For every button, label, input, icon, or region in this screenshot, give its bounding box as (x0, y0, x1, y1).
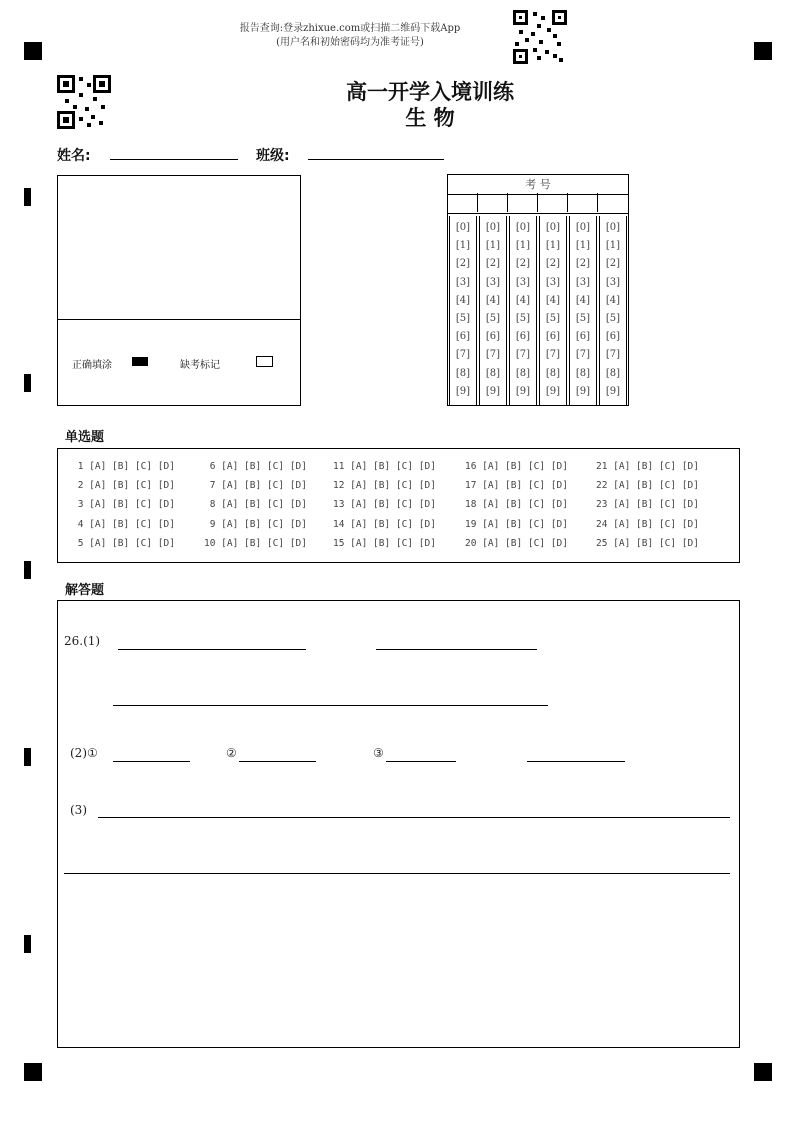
barcode-divider (58, 319, 300, 320)
name-field[interactable] (110, 159, 238, 160)
exam-number-bubble[interactable]: [5] (455, 313, 471, 324)
exam-number-bubble[interactable]: [9] (545, 385, 561, 397)
exam-number-bubble[interactable]: [3] (455, 276, 471, 288)
alignment-mark-bottom-left (24, 1063, 42, 1081)
exam-number-bubble[interactable]: [5] (575, 313, 591, 324)
exam-number-bubble[interactable]: [9] (515, 385, 531, 397)
mc-question-row[interactable]: 19 [A] [B] [C] [D] (465, 518, 568, 530)
notice-line-2: (用户名和初始密码均为准考证号) (276, 37, 424, 48)
exam-number-bubble[interactable]: [7] (515, 349, 531, 361)
mc-question-row[interactable]: 6 [A] [B] [C] [D] (204, 461, 307, 472)
exam-number-bubble[interactable]: [8] (515, 367, 531, 379)
exam-number-bubble[interactable]: [9] (455, 385, 471, 397)
exam-number-bubble[interactable]: [7] (575, 349, 591, 361)
exam-number-bubble[interactable]: [4] (485, 294, 501, 306)
mc-question-row[interactable]: 3 [A] [B] [C] [D] (72, 499, 175, 511)
mc-question-row[interactable]: 1 [A] [B] [C] [D] (72, 461, 175, 472)
correct-fill-sample-icon (132, 357, 148, 366)
name-label: 姓名: (57, 148, 91, 164)
absent-mark-checkbox[interactable] (256, 356, 273, 367)
exam-number-bubble[interactable]: [3] (515, 276, 531, 288)
mc-question-row[interactable]: 23 [A] [B] [C] [D] (596, 499, 699, 511)
mc-section-title: 单选题 (65, 430, 105, 445)
q26-part2-label: (2)① (70, 746, 98, 760)
mc-question-row[interactable]: 13 [A] [B] [C] [D] (333, 499, 436, 511)
side-timing-mark (24, 935, 31, 953)
mc-question-row[interactable]: 5 [A] [B] [C] [D] (72, 537, 175, 549)
exam-number-bubble[interactable]: [8] (545, 367, 561, 379)
exam-number-bubble[interactable]: [3] (485, 276, 501, 288)
exam-number-bubble[interactable]: [8] (605, 367, 621, 379)
mc-question-row[interactable]: 11 [A] [B] [C] [D] (333, 461, 436, 472)
alignment-mark-bottom-right (754, 1063, 772, 1081)
mc-question-row[interactable]: 22 [A] [B] [C] [D] (596, 480, 699, 492)
mc-question-row[interactable]: 24 [A] [B] [C] [D] (596, 518, 699, 530)
mc-question-row[interactable]: 10 [A] [B] [C] [D] (204, 537, 307, 549)
exam-number-bubble[interactable]: [9] (605, 385, 621, 397)
mc-question-row[interactable]: 14 [A] [B] [C] [D] (333, 518, 436, 530)
mc-question-row[interactable]: 21 [A] [B] [C] [D] (596, 461, 699, 472)
exam-number-bubble[interactable]: [0] (515, 222, 531, 233)
answer-sheet-qr-icon (57, 75, 111, 129)
correct-fill-label: 正确填涂 (72, 360, 112, 371)
exam-number-bubble[interactable]: [5] (605, 313, 621, 324)
exam-number-bubble[interactable]: [6] (515, 331, 531, 343)
q26-part1-blank-3[interactable] (113, 705, 548, 706)
q26-part3-blank-2[interactable] (64, 873, 730, 874)
exam-number-bubble[interactable]: [3] (545, 276, 561, 288)
notice-line-1: 报告查询:登录zhixue.com或扫描二维码下载App (239, 23, 461, 34)
exam-number-bubble[interactable]: [5] (515, 313, 531, 324)
mc-question-row[interactable]: 7 [A] [B] [C] [D] (204, 480, 307, 492)
exam-number-bubble[interactable]: [7] (455, 349, 471, 361)
side-timing-mark (24, 748, 31, 766)
answer-box (57, 600, 740, 1048)
exam-number-bubble[interactable]: [2] (515, 258, 531, 270)
side-timing-mark (24, 561, 31, 579)
exam-number-bubble[interactable]: [2] (485, 258, 501, 270)
exam-number-bubble[interactable]: [6] (485, 331, 501, 343)
class-field[interactable] (308, 159, 444, 160)
exam-number-bubble[interactable]: [2] (575, 258, 591, 270)
q26-part1-blank-1[interactable] (118, 649, 306, 650)
exam-number-bubble[interactable]: [0] (605, 222, 621, 233)
exam-number-bubble[interactable]: [1] (455, 240, 471, 252)
mc-question-row[interactable]: 2 [A] [B] [C] [D] (72, 480, 175, 492)
exam-number-bubble[interactable]: [6] (605, 331, 621, 343)
exam-number-bubble[interactable]: [4] (515, 294, 531, 306)
report-query-notice (190, 22, 510, 50)
mc-question-row[interactable]: 25 [A] [B] [C] [D] (596, 537, 699, 549)
exam-number-bubble[interactable]: [6] (455, 331, 471, 343)
q26-part2-mark-3: ③ (373, 746, 384, 760)
exam-number-bubble[interactable]: [5] (485, 313, 501, 324)
q26-part1-blank-2[interactable] (376, 649, 537, 650)
exam-number-bubble[interactable]: [2] (455, 258, 471, 270)
exam-number-bubble[interactable]: [1] (515, 240, 531, 252)
barcode-box (57, 175, 301, 406)
exam-number-bubble[interactable]: [4] (575, 294, 591, 306)
answer-section-title: 解答题 (65, 583, 105, 598)
exam-number-bubble[interactable]: [5] (545, 313, 561, 324)
exam-number-bubble[interactable]: [1] (575, 240, 591, 252)
q26-part2-blank-1[interactable] (113, 761, 190, 762)
exam-number-bubble[interactable]: [0] (455, 222, 471, 233)
exam-number-bubble[interactable]: [1] (485, 240, 501, 252)
exam-number-bubble[interactable]: [8] (455, 367, 471, 379)
exam-number-header: 考 号 (448, 175, 628, 195)
mc-question-row[interactable]: 16 [A] [B] [C] [D] (465, 461, 568, 472)
exam-number-bubble[interactable]: [0] (575, 222, 591, 233)
mc-question-row[interactable]: 20 [A] [B] [C] [D] (465, 537, 568, 549)
exam-number-bubble[interactable]: [6] (545, 331, 561, 343)
exam-number-bubble[interactable]: [0] (545, 222, 561, 233)
exam-number-bubble[interactable]: [6] (575, 331, 591, 343)
exam-number-bubble[interactable]: [7] (545, 349, 561, 361)
exam-number-bubble[interactable]: [8] (485, 367, 501, 379)
exam-number-bubble[interactable]: [4] (455, 294, 471, 306)
exam-number-bubble[interactable]: [7] (485, 349, 501, 361)
exam-number-bubble[interactable]: [9] (485, 385, 501, 397)
q26-part2-blank-2[interactable] (239, 761, 316, 762)
alignment-mark-top-left (24, 42, 42, 60)
exam-number-bubble[interactable]: [3] (605, 276, 621, 288)
exam-number-bubble[interactable]: [9] (575, 385, 591, 397)
exam-subject: 生 物 (405, 105, 455, 130)
mc-question-row[interactable]: 8 [A] [B] [C] [D] (204, 499, 307, 511)
mc-question-row[interactable]: 9 [A] [B] [C] [D] (204, 518, 307, 530)
app-download-qr-icon[interactable] (513, 10, 567, 64)
mc-question-row[interactable]: 17 [A] [B] [C] [D] (465, 480, 568, 492)
mc-question-row[interactable]: 18 [A] [B] [C] [D] (465, 499, 568, 511)
q26-part2-mark-2: ② (226, 746, 237, 760)
exam-number-bubble[interactable]: [7] (605, 349, 621, 361)
exam-number-bubble[interactable]: [4] (605, 294, 621, 306)
q26-part1-label: 26.(1) (64, 634, 101, 648)
q26-part2-blank-4[interactable] (527, 761, 625, 762)
exam-number-bubble[interactable]: [0] (485, 222, 501, 233)
side-timing-mark (24, 188, 31, 206)
exam-number-bubble[interactable]: [8] (575, 367, 591, 379)
exam-number-divider (448, 213, 628, 214)
q26-part3-blank-1[interactable] (98, 817, 730, 818)
mc-question-row[interactable]: 12 [A] [B] [C] [D] (333, 480, 436, 492)
absent-mark-label: 缺考标记 (180, 360, 220, 371)
exam-number-bubble[interactable]: [3] (575, 276, 591, 288)
side-timing-mark (24, 374, 31, 392)
exam-number-bubble[interactable]: [2] (545, 258, 561, 270)
q26-part3-label: (3) (70, 803, 87, 817)
exam-number-bubble[interactable]: [4] (545, 294, 561, 306)
mc-question-row[interactable]: 4 [A] [B] [C] [D] (72, 518, 175, 530)
q26-part2-blank-3[interactable] (386, 761, 456, 762)
exam-number-bubble[interactable]: [1] (605, 240, 621, 252)
mc-question-row[interactable]: 15 [A] [B] [C] [D] (333, 537, 436, 549)
exam-title: 高一开学入境训练 (346, 79, 514, 104)
class-label: 班级: (256, 148, 290, 164)
exam-number-bubble[interactable]: [2] (605, 258, 621, 270)
alignment-mark-top-right (754, 42, 772, 60)
exam-number-bubble[interactable]: [1] (545, 240, 561, 252)
